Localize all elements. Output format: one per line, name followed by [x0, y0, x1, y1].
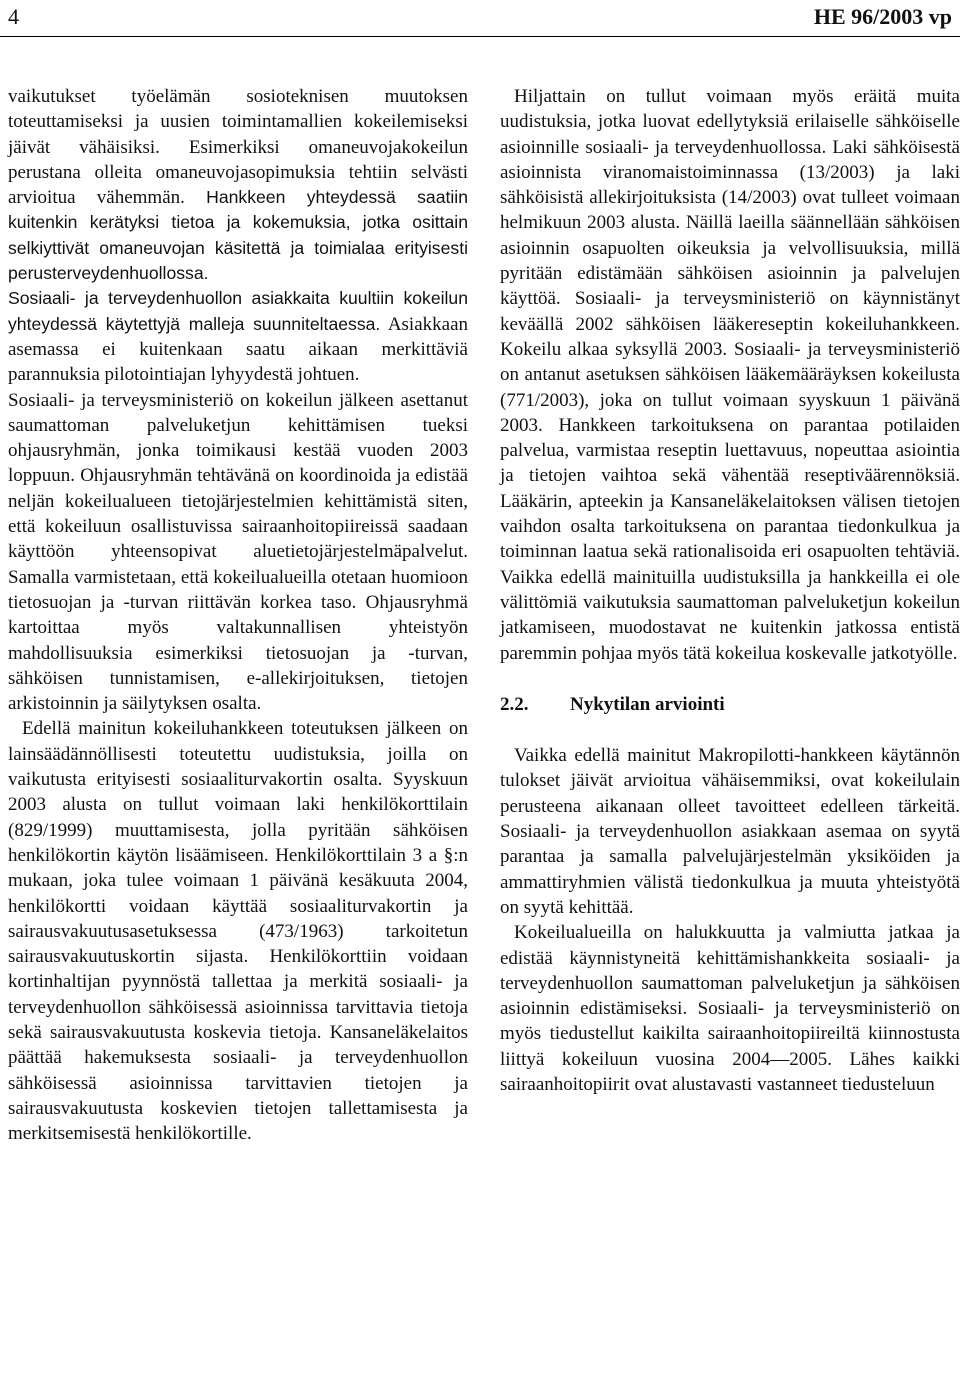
- left-column: [8, 84, 468, 1146]
- paragraph-3: Sosiaali- ja terveysministeriö on kokeilun jälkeen asettanut saumattoman palveluketjun kehittämisen tueksi ohjausryhmän, jonka toimikausi kestää vuoden 2003 loppuun. Ohjausryhmän tehtävänä on koordinoida ja edistää neljän kokeilualueen tietojärjestelmien kehittämistä siten, että kokeiluun osallistuvissa sairaanhoitopiireissä saadaan käyttöön yhteensopivat aluetietojärjestelmäpalvelut. Samalla varmistetaan, että kokeilualueilla otetaan huomioon tietosuojan ja -turvan riittävän korkea taso. Ohjausryhmä kartoittaa myös valtakunnallisen yhteistyön mahdollisuuksia esimerkiksi tietosuojan ja -turvan, sähköisen tunnistamisen, e-allekirjoituksen, tietojen arkistoinnin ja säilytyksen osalta.: [8, 389, 468, 715]
- paragraph-2-part-a: Sosiaali- ja terveydenhuollon asiakkaita kuultiin kokeilun yhteydessä käytettyjä malleja suunniteltaessa.: [8, 288, 468, 334]
- right-column: [500, 84, 960, 1097]
- paragraph-1-part-a: vaikutukset työelämän sosioteknisen muutoksen toteuttamiseksi ja uusien toimintamallien kokeilemiseksi jäivät vähäisiksi. Esimerkiksi omaneuvojakokeilun perustana olleita omaneuvojasopimuksia tehtiin selvästi arvioitua vähemmän.: [8, 86, 468, 209]
- paragraph-5: Hiljattain on tullut voimaan myös eräitä muita uudistuksia, jotka luovat edellytyksiä erilaiselle sähköiselle asioinnille sosiaali- ja terveydenhuollossa. Laki sähköisestä asioinnista viranomaistoiminnassa (13/2003) ja laki sähköisistä allekirjoituksista (14/2003) ovat tulleet voimaan helmikuun 2003 alusta. Näillä laeilla säännellään sähköisen asioinnin osapuolten oikeuksia ja velvollisuuksia, millä pyritään edistämään sähköisen asioinnin ja palvelujen käyttöä. Sosiaali- ja terveysministeriö on käynnistänyt keväällä 2002 sähköisen lääkereseptin kokeiluhankkeen. Kokeilu alkaa syksyllä 2003. Sosiaali- ja terveysministeriö on antanut asetuksen sähköisen lääkemääräyksen kokeilusta (771/2003), joka on tullut voimaan syyskuun 1 päivänä 2003. Hankkeen tarkoituksena on parantaa potilaiden palvelua, varmistaa reseptin luettavuus, nopeuttaa asiointia ja tietojen vaihtoa sekä vähentää reseptiväärennöksiä. Lääkärin, apteekin ja Kansaneläkelaitoksen välisen tietojen vaihdon osalta tarkoituksena on parantaa tiedonkulkua ja toiminnan laatua sekä rationalisoida eri osapuolten tehtäviä. Vaikka edellä mainituilla uudistuksilla ja hankkeilla ei ole välittömiä vaikutuksia saumattoman palveluketjun kokeilun jatkamiseen, muodostavat ne kuitenkin jatkossa entistä paremmin pohjaa myös tätä kokeilua koskevalle jatkotyölle.: [500, 86, 960, 664]
- paragraph-6: Vaikka edellä mainitut Makropilotti-hankkeen käytännön tulokset jäivät arvioitua vähäisemmiksi, ovat kokeilulain perusteena aikanaan olleet tavoitteet edelleen tärkeitä. Sosiaali- ja terveydenhuollon asiakkaan asemaa on syytä parantaa ja samalla palvelujärjestelmän yksiköiden ja ammattiryhmien välistä tiedonkulkua ja muuta yhteistyötä on syytä kehittää.: [500, 745, 960, 918]
- header-rule: [0, 36, 960, 37]
- page-number: 4: [8, 4, 19, 29]
- section-number: 2.2.: [500, 693, 529, 715]
- paragraph-2-part-b: Asiakkaan asemassa ei kuitenkaan saatu aikaan merkittäviä parannuksia pilotointiajan lyhyydestä johtuen.: [8, 313, 469, 386]
- document-id: HE 96/2003 vp: [813, 4, 952, 29]
- section-heading: [500, 692, 960, 717]
- paragraph-1-part-b: Hankkeen yhteydessä saatiin kuitenkin kerätyksi tietoa ja kokemuksia, jotka osittain selkiyttivät omaneuvojan käsitettä ja toimialaa erityisesti perusterveydenhuollossa.: [8, 187, 468, 284]
- paragraph-7: Kokeilualueilla on halukkuutta ja valmiutta jatkaa ja edistää käynnistyneitä kehittämishankkeita sosiaali- ja terveydenhuollon saumattoman palveluketjun ja sähköisen asioinnin edistämiseksi. Sosiaali- ja terveysministeriö on myös tiedustellut kaikilta sairaanhoitopiireiltä kiinnostusta liittyä kokeiluun vuosina 2004—2005. Lähes kaikki sairaanhoitopiirit ovat alustavasti vastanneet tiedusteluun: [500, 922, 960, 1095]
- section-title: Nykytilan arviointi: [570, 693, 725, 715]
- paragraph-1: [8, 84, 468, 286]
- paragraph-2: [8, 286, 468, 387]
- paragraph-4: Edellä mainitun kokeiluhankkeen toteutuksen jälkeen on lainsäädännöllisesti toteutettu uudistuksia, joilla on vaikutusta erityisesti sosiaaliturvakortin osalta. Syyskuun 2003 alusta on tullut voimaan laki henkilökorttilain (829/1999) muuttamisesta, jolla pyritään sähköisen henkilökortin käytön lisäämiseen. Henkilökorttilain 3 a §:n mukaan, joka tulee voimaan 1 päivänä kesäkuuta 2004, henkilökortti voidaan käyttää sosiaaliturvakortin ja sairausvakuutusasetuksessa (473/1963) tarkoitetun sairausvakuutuskortin sijasta. Henkilökorttiin voidaan kortinhaltijan pyynnöstä tallettaa ja merkitä sosiaali- ja terveydenhuollon sähköisessä asioinnissa tarvittavia tietoja sekä sairausvakuutusta koskevia tietoja. Kansaneläkelaitos päättää hakemuksesta sosiaali- ja terveydenhuollon sähköisessä asioinnissa tarvittavien tietojen ja sairausvakuutusta koskevien tietojen tallettamisesta ja merkitsemisestä henkilökortille.: [8, 718, 468, 1145]
